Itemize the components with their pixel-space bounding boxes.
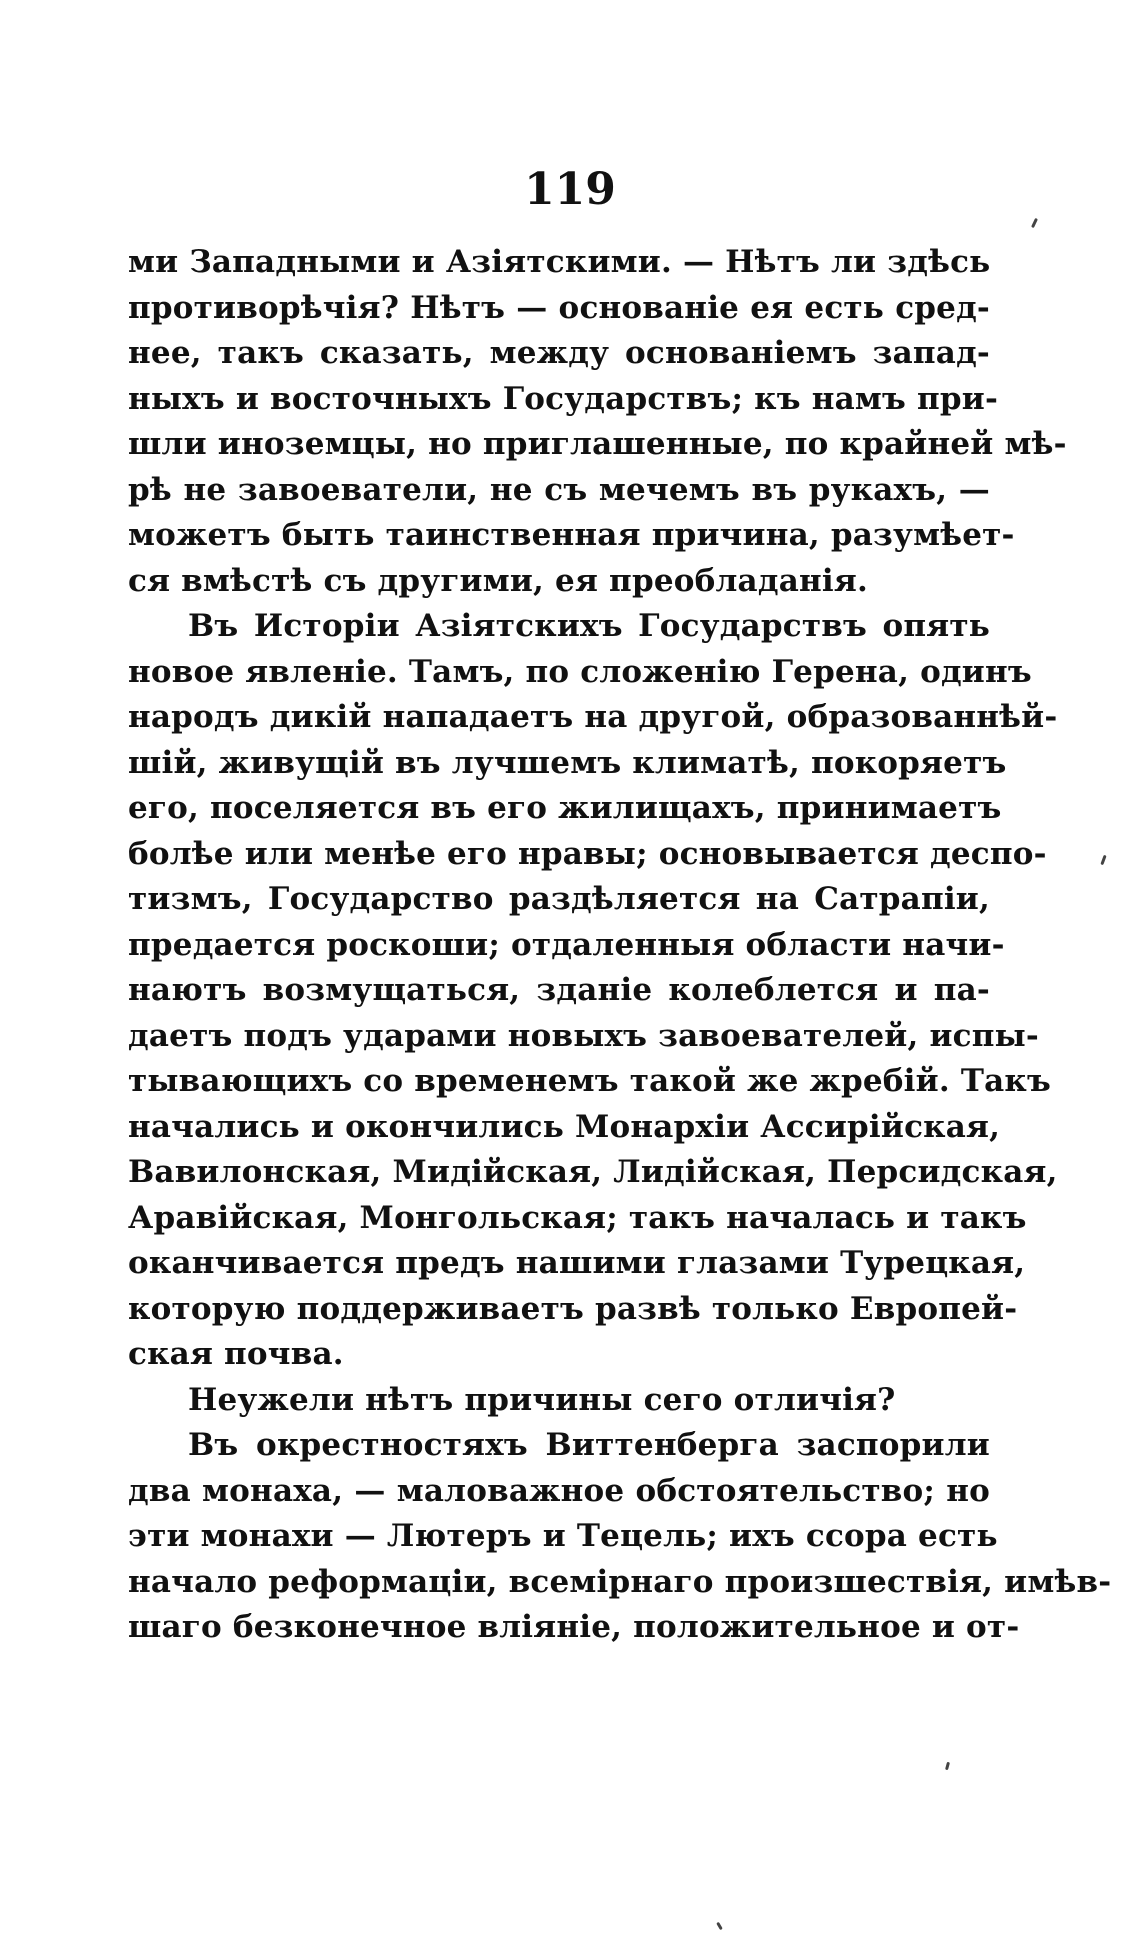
text-line: тизмъ, Государство раздѣляется на Сатрапіи, [128, 881, 990, 917]
text-line: начались и окончились Монархіи Ассирійская, [128, 1108, 1001, 1145]
text-line: шій, живущій въ лучшемъ климатѣ, покоряетъ [128, 744, 1007, 781]
text-line: ныхъ и восточныхъ Государствъ; къ намъ при- [128, 380, 999, 417]
text-line: ся вмѣстѣ съ другими, ея преобладанія. [128, 562, 868, 599]
text-line: начало реформаціи, всемірнаго произшествія, имѣв- [128, 1563, 1112, 1600]
text-line: новое явленіе. Тамъ, по сложенію Герена, одинъ [128, 653, 1032, 690]
body-text [128, 240, 1112, 1651]
text-line: эти монахи — Лютеръ и Тецель; ихъ ссора есть [128, 1518, 998, 1554]
text-line: рѣ не завоеватели, не съ мечемъ въ рукахъ, — [128, 471, 990, 508]
text-line: Вавилонская, Мидійская, Лидійская, Персидская, [128, 1154, 1058, 1190]
text-line: шли иноземцы, но приглашенные, по крайней мѣ- [128, 426, 1067, 462]
text-line: Аравійская, Монгольская; такъ началась и такъ [128, 1199, 1027, 1236]
text-line: нее, такъ сказать, между основаніемъ запад- [128, 335, 990, 371]
scan-speck [1100, 855, 1106, 865]
text-line: оканчивается предъ нашими глазами Турецкая, [128, 1245, 1026, 1281]
text-line: ми Западными и Азіятскими. — Нѣтъ ли здѣсь [128, 244, 991, 280]
scan-speck [716, 1922, 723, 1930]
text-line: Въ Исторіи Азіятскихъ Государствъ опять [188, 608, 990, 644]
text-line: тывающихъ со временемъ такой же жребій. Такъ [128, 1063, 1051, 1099]
text-line: его, поселяется въ его жилищахъ, принимаетъ [128, 790, 1002, 826]
text-line: народъ дикій нападаетъ на другой, образованнѣй- [128, 699, 1058, 735]
text-line: шаго безконечное вліяніе, положительное и от- [128, 1609, 1020, 1645]
text-line: Неужели нѣтъ причины сего отличія? [188, 1381, 896, 1418]
page-number: 119 [524, 164, 616, 215]
text-line: болѣе или менѣе его нравы; основывается деспо- [128, 835, 1047, 872]
text-line: которую поддерживаетъ развѣ только Европей- [128, 1290, 1018, 1327]
text-line: даетъ подъ ударами новыхъ завоевателей, испы- [128, 1017, 1039, 1054]
scan-speck [1031, 218, 1038, 228]
text-line: ская почва. [128, 1336, 344, 1372]
scan-speck [945, 1762, 950, 1771]
text-line: Въ окрестностяхъ Виттенберга заспорили [188, 1427, 990, 1463]
text-line: можетъ быть таинственная причина, разумѣет- [128, 517, 1015, 553]
text-line: противорѣчія? Нѣтъ — основаніе ея есть сред- [128, 289, 990, 326]
text-line: предается роскоши; отдаленныя области начи- [128, 926, 1005, 963]
text-line: два монаха, — маловажное обстоятельство; но [128, 1472, 990, 1509]
text-line: наютъ возмущаться, зданіе колеблется и па- [128, 972, 990, 1008]
